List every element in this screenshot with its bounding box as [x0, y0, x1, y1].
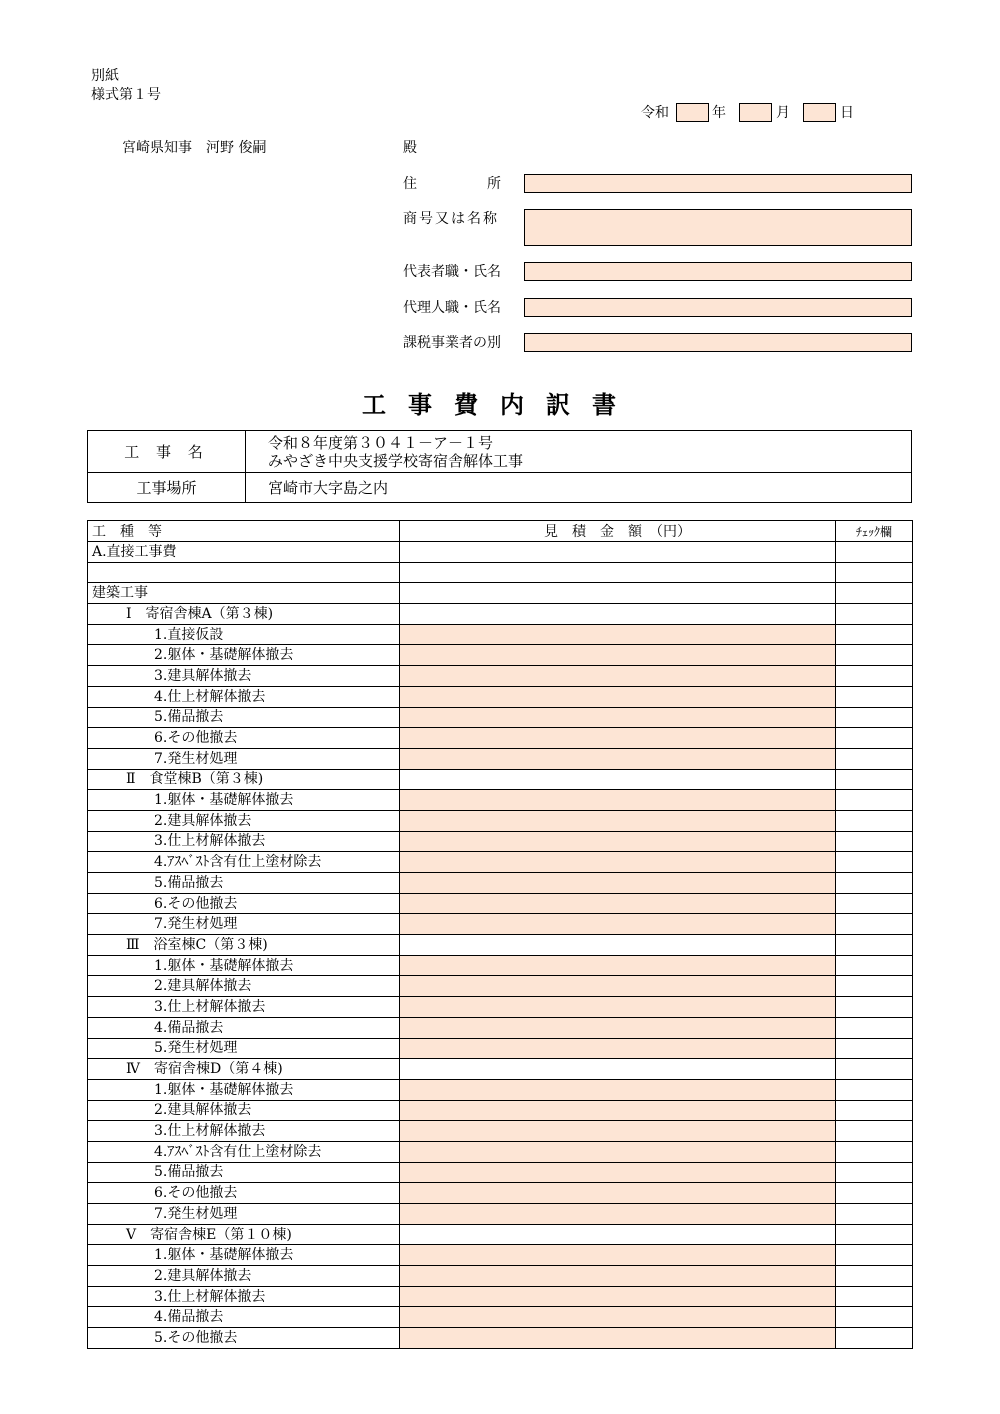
table-row	[88, 955, 913, 976]
table-row	[88, 1141, 913, 1162]
work-item-label: 6.その他撤去	[88, 893, 400, 914]
date-year-label: 年	[712, 105, 726, 121]
table-row	[88, 1224, 913, 1245]
table-row	[88, 976, 913, 997]
work-item-label: 5.備品撤去	[88, 707, 400, 728]
project-name-label: 工 事 名	[88, 431, 246, 473]
check-cell	[836, 1141, 913, 1162]
work-item-label: 4.仕上材解体撤去	[88, 686, 400, 707]
work-item-label: 3.仕上材解体撤去	[88, 997, 400, 1018]
amount-cell[interactable]	[400, 1328, 836, 1349]
amount-cell[interactable]	[400, 1204, 836, 1225]
check-cell	[836, 562, 913, 583]
check-cell	[836, 1121, 913, 1142]
check-cell	[836, 955, 913, 976]
table-row	[88, 542, 913, 563]
table-row	[88, 1286, 913, 1307]
work-item-label: 建築工事	[88, 583, 400, 604]
work-item-label: 1.直接仮設	[88, 624, 400, 645]
table-row	[88, 1059, 913, 1080]
company-label: 商号又は名称	[403, 211, 499, 227]
table-row	[88, 1328, 913, 1349]
table-row	[88, 707, 913, 728]
table-row	[88, 604, 913, 625]
table-row	[88, 1183, 913, 1204]
header-amount: 見 積 金 額 （円）	[400, 521, 836, 542]
amount-cell	[400, 1224, 836, 1245]
amount-cell[interactable]	[400, 748, 836, 769]
table-row	[88, 1017, 913, 1038]
work-item-label: 2.建具解体撤去	[88, 810, 400, 831]
check-cell	[836, 604, 913, 625]
check-cell	[836, 1266, 913, 1287]
amount-cell	[400, 1059, 836, 1080]
amount-cell[interactable]	[400, 1183, 836, 1204]
amount-cell[interactable]	[400, 810, 836, 831]
table-row	[88, 873, 913, 894]
work-item-label: 1.躯体・基礎解体撤去	[88, 955, 400, 976]
date-day-label: 日	[840, 105, 854, 121]
form-label-line2: 様式第１号	[91, 87, 161, 103]
agent-field[interactable]	[524, 298, 912, 317]
address-field[interactable]	[524, 174, 912, 193]
amount-cell[interactable]	[400, 1245, 836, 1266]
amount-cell[interactable]	[400, 955, 836, 976]
estimate-table	[87, 520, 913, 1349]
table-row	[88, 852, 913, 873]
amount-cell[interactable]	[400, 914, 836, 935]
project-name-line1: 令和８年度第３０４１－ア－１号	[268, 433, 494, 452]
table-row	[88, 1204, 913, 1225]
work-item-label: 7.発生材処理	[88, 914, 400, 935]
work-item-label: 2.躯体・基礎解体撤去	[88, 645, 400, 666]
check-cell	[836, 707, 913, 728]
work-item-label: 3.仕上材解体撤去	[88, 831, 400, 852]
amount-cell[interactable]	[400, 1141, 836, 1162]
work-item-label: 7.発生材処理	[88, 748, 400, 769]
amount-cell	[400, 583, 836, 604]
table-row	[88, 666, 913, 687]
date-month-field[interactable]	[739, 103, 772, 122]
project-info-table	[87, 430, 912, 503]
table-row	[88, 645, 913, 666]
amount-cell[interactable]	[400, 1121, 836, 1142]
work-item-label: 6.その他撤去	[88, 728, 400, 749]
check-cell	[836, 1224, 913, 1245]
check-cell	[836, 583, 913, 604]
work-item-label: 2.建具解体撤去	[88, 1266, 400, 1287]
check-cell	[836, 831, 913, 852]
check-cell	[836, 1183, 913, 1204]
work-item-label: 1.躯体・基礎解体撤去	[88, 790, 400, 811]
check-cell	[836, 914, 913, 935]
tax-label: 課税事業者の別	[403, 335, 501, 351]
amount-cell[interactable]	[400, 997, 836, 1018]
company-field[interactable]	[524, 209, 912, 246]
table-row	[88, 583, 913, 604]
work-item-label: Ⅱ 食堂棟B（第３棟)	[88, 769, 400, 790]
table-row	[88, 1266, 913, 1287]
table-row	[88, 914, 913, 935]
work-item-label: 3.仕上材解体撤去	[88, 1121, 400, 1142]
work-item-label: 4.備品撤去	[88, 1307, 400, 1328]
work-item-label: A.直接工事費	[88, 542, 400, 563]
amount-cell[interactable]	[400, 1017, 836, 1038]
table-row	[88, 1038, 913, 1059]
work-item-label: 4.ｱｽﾍﾞｽﾄ含有仕上塗材除去	[88, 1141, 400, 1162]
check-cell	[836, 1059, 913, 1080]
amount-cell[interactable]	[400, 831, 836, 852]
amount-cell[interactable]	[400, 686, 836, 707]
check-cell	[836, 1204, 913, 1225]
check-cell	[836, 666, 913, 687]
check-cell	[836, 935, 913, 956]
amount-cell[interactable]	[400, 1266, 836, 1287]
work-item-label: Ⅰ 寄宿舎棟A（第３棟)	[88, 604, 400, 625]
work-item-label: Ⅲ 浴室棟C（第３棟)	[88, 935, 400, 956]
agent-label: 代理人職・氏名	[403, 300, 501, 316]
check-cell	[836, 1079, 913, 1100]
check-cell	[836, 1286, 913, 1307]
table-row	[88, 686, 913, 707]
amount-cell[interactable]	[400, 852, 836, 873]
work-item-label: 1.躯体・基礎解体撤去	[88, 1245, 400, 1266]
table-row	[88, 562, 913, 583]
work-item-label: 5.その他撤去	[88, 1328, 400, 1349]
check-cell	[836, 1307, 913, 1328]
amount-cell[interactable]	[400, 790, 836, 811]
amount-cell	[400, 935, 836, 956]
table-row	[88, 1245, 913, 1266]
check-cell	[836, 873, 913, 894]
work-item-label: 2.建具解体撤去	[88, 976, 400, 997]
work-item-label: 5.発生材処理	[88, 1038, 400, 1059]
check-cell	[836, 976, 913, 997]
table-row	[88, 997, 913, 1018]
work-item-label: 2.建具解体撤去	[88, 1100, 400, 1121]
table-row	[88, 1307, 913, 1328]
rep-field[interactable]	[524, 262, 912, 281]
table-row	[88, 769, 913, 790]
check-cell	[836, 624, 913, 645]
table-row	[88, 1100, 913, 1121]
amount-cell[interactable]	[400, 976, 836, 997]
amount-cell[interactable]	[400, 1079, 836, 1100]
document-title: 工事費内訳書	[362, 390, 638, 419]
amount-cell	[400, 562, 836, 583]
table-row	[88, 893, 913, 914]
check-cell	[836, 1162, 913, 1183]
check-cell	[836, 1038, 913, 1059]
amount-cell[interactable]	[400, 645, 836, 666]
amount-cell[interactable]	[400, 873, 836, 894]
table-row	[88, 790, 913, 811]
check-cell	[836, 997, 913, 1018]
project-place-value: 宮崎市大字島之内	[246, 473, 912, 503]
check-cell	[836, 645, 913, 666]
table-row	[88, 1121, 913, 1142]
amount-cell[interactable]	[400, 1100, 836, 1121]
work-item-label: 6.その他撤去	[88, 1183, 400, 1204]
table-row	[88, 935, 913, 956]
amount-cell[interactable]	[400, 1038, 836, 1059]
work-item-label: 5.備品撤去	[88, 1162, 400, 1183]
amount-cell[interactable]	[400, 1307, 836, 1328]
table-row	[88, 1162, 913, 1183]
work-item-label: Ⅳ 寄宿舎棟D（第４棟)	[88, 1059, 400, 1080]
date-day-field[interactable]	[803, 103, 836, 122]
header-work-type: 工 種 等	[88, 521, 400, 542]
amount-cell	[400, 604, 836, 625]
table-row	[88, 810, 913, 831]
check-cell	[836, 1100, 913, 1121]
table-row	[88, 624, 913, 645]
header-check: ﾁｪｯｸ欄	[836, 521, 913, 542]
amount-cell	[400, 542, 836, 563]
check-cell	[836, 1328, 913, 1349]
work-item-label: 1.躯体・基礎解体撤去	[88, 1079, 400, 1100]
check-cell	[836, 1245, 913, 1266]
check-cell	[836, 748, 913, 769]
work-item-label: 7.発生材処理	[88, 1204, 400, 1225]
amount-cell[interactable]	[400, 1286, 836, 1307]
check-cell	[836, 790, 913, 811]
date-year-field[interactable]	[676, 103, 709, 122]
work-item-label: 5.備品撤去	[88, 873, 400, 894]
addressee-name: 宮崎県知事 河野 俊嗣	[122, 140, 267, 156]
rep-label: 代表者職・氏名	[403, 264, 501, 280]
amount-cell	[400, 769, 836, 790]
amount-cell[interactable]	[400, 728, 836, 749]
check-cell	[836, 769, 913, 790]
project-place-label: 工事場所	[88, 473, 246, 503]
amount-cell[interactable]	[400, 624, 836, 645]
table-row	[88, 748, 913, 769]
table-row	[88, 831, 913, 852]
work-item-label	[88, 562, 400, 583]
check-cell	[836, 686, 913, 707]
check-cell	[836, 893, 913, 914]
amount-cell[interactable]	[400, 1162, 836, 1183]
project-name-line2: みやざき中央支援学校寄宿舎解体工事	[268, 451, 524, 470]
addressee-honorific: 殿	[403, 140, 417, 156]
check-cell	[836, 1017, 913, 1038]
work-item-label: Ⅴ 寄宿舎棟E（第１０棟)	[88, 1224, 400, 1245]
date-month-label: 月	[776, 105, 790, 121]
check-cell	[836, 728, 913, 749]
date-era-label: 令和	[641, 105, 669, 121]
amount-cell[interactable]	[400, 666, 836, 687]
address-label: 住 所	[403, 176, 501, 192]
tax-field[interactable]	[524, 333, 912, 352]
amount-cell[interactable]	[400, 893, 836, 914]
work-item-label: 4.備品撤去	[88, 1017, 400, 1038]
table-row	[88, 1079, 913, 1100]
check-cell	[836, 810, 913, 831]
work-item-label: 3.仕上材解体撤去	[88, 1286, 400, 1307]
work-item-label: 3.建具解体撤去	[88, 666, 400, 687]
amount-cell[interactable]	[400, 707, 836, 728]
check-cell	[836, 542, 913, 563]
form-label-line1: 別紙	[91, 68, 119, 84]
check-cell	[836, 852, 913, 873]
project-name-value	[246, 431, 912, 473]
work-item-label: 4.ｱｽﾍﾞｽﾄ含有仕上塗材除去	[88, 852, 400, 873]
table-row	[88, 728, 913, 749]
